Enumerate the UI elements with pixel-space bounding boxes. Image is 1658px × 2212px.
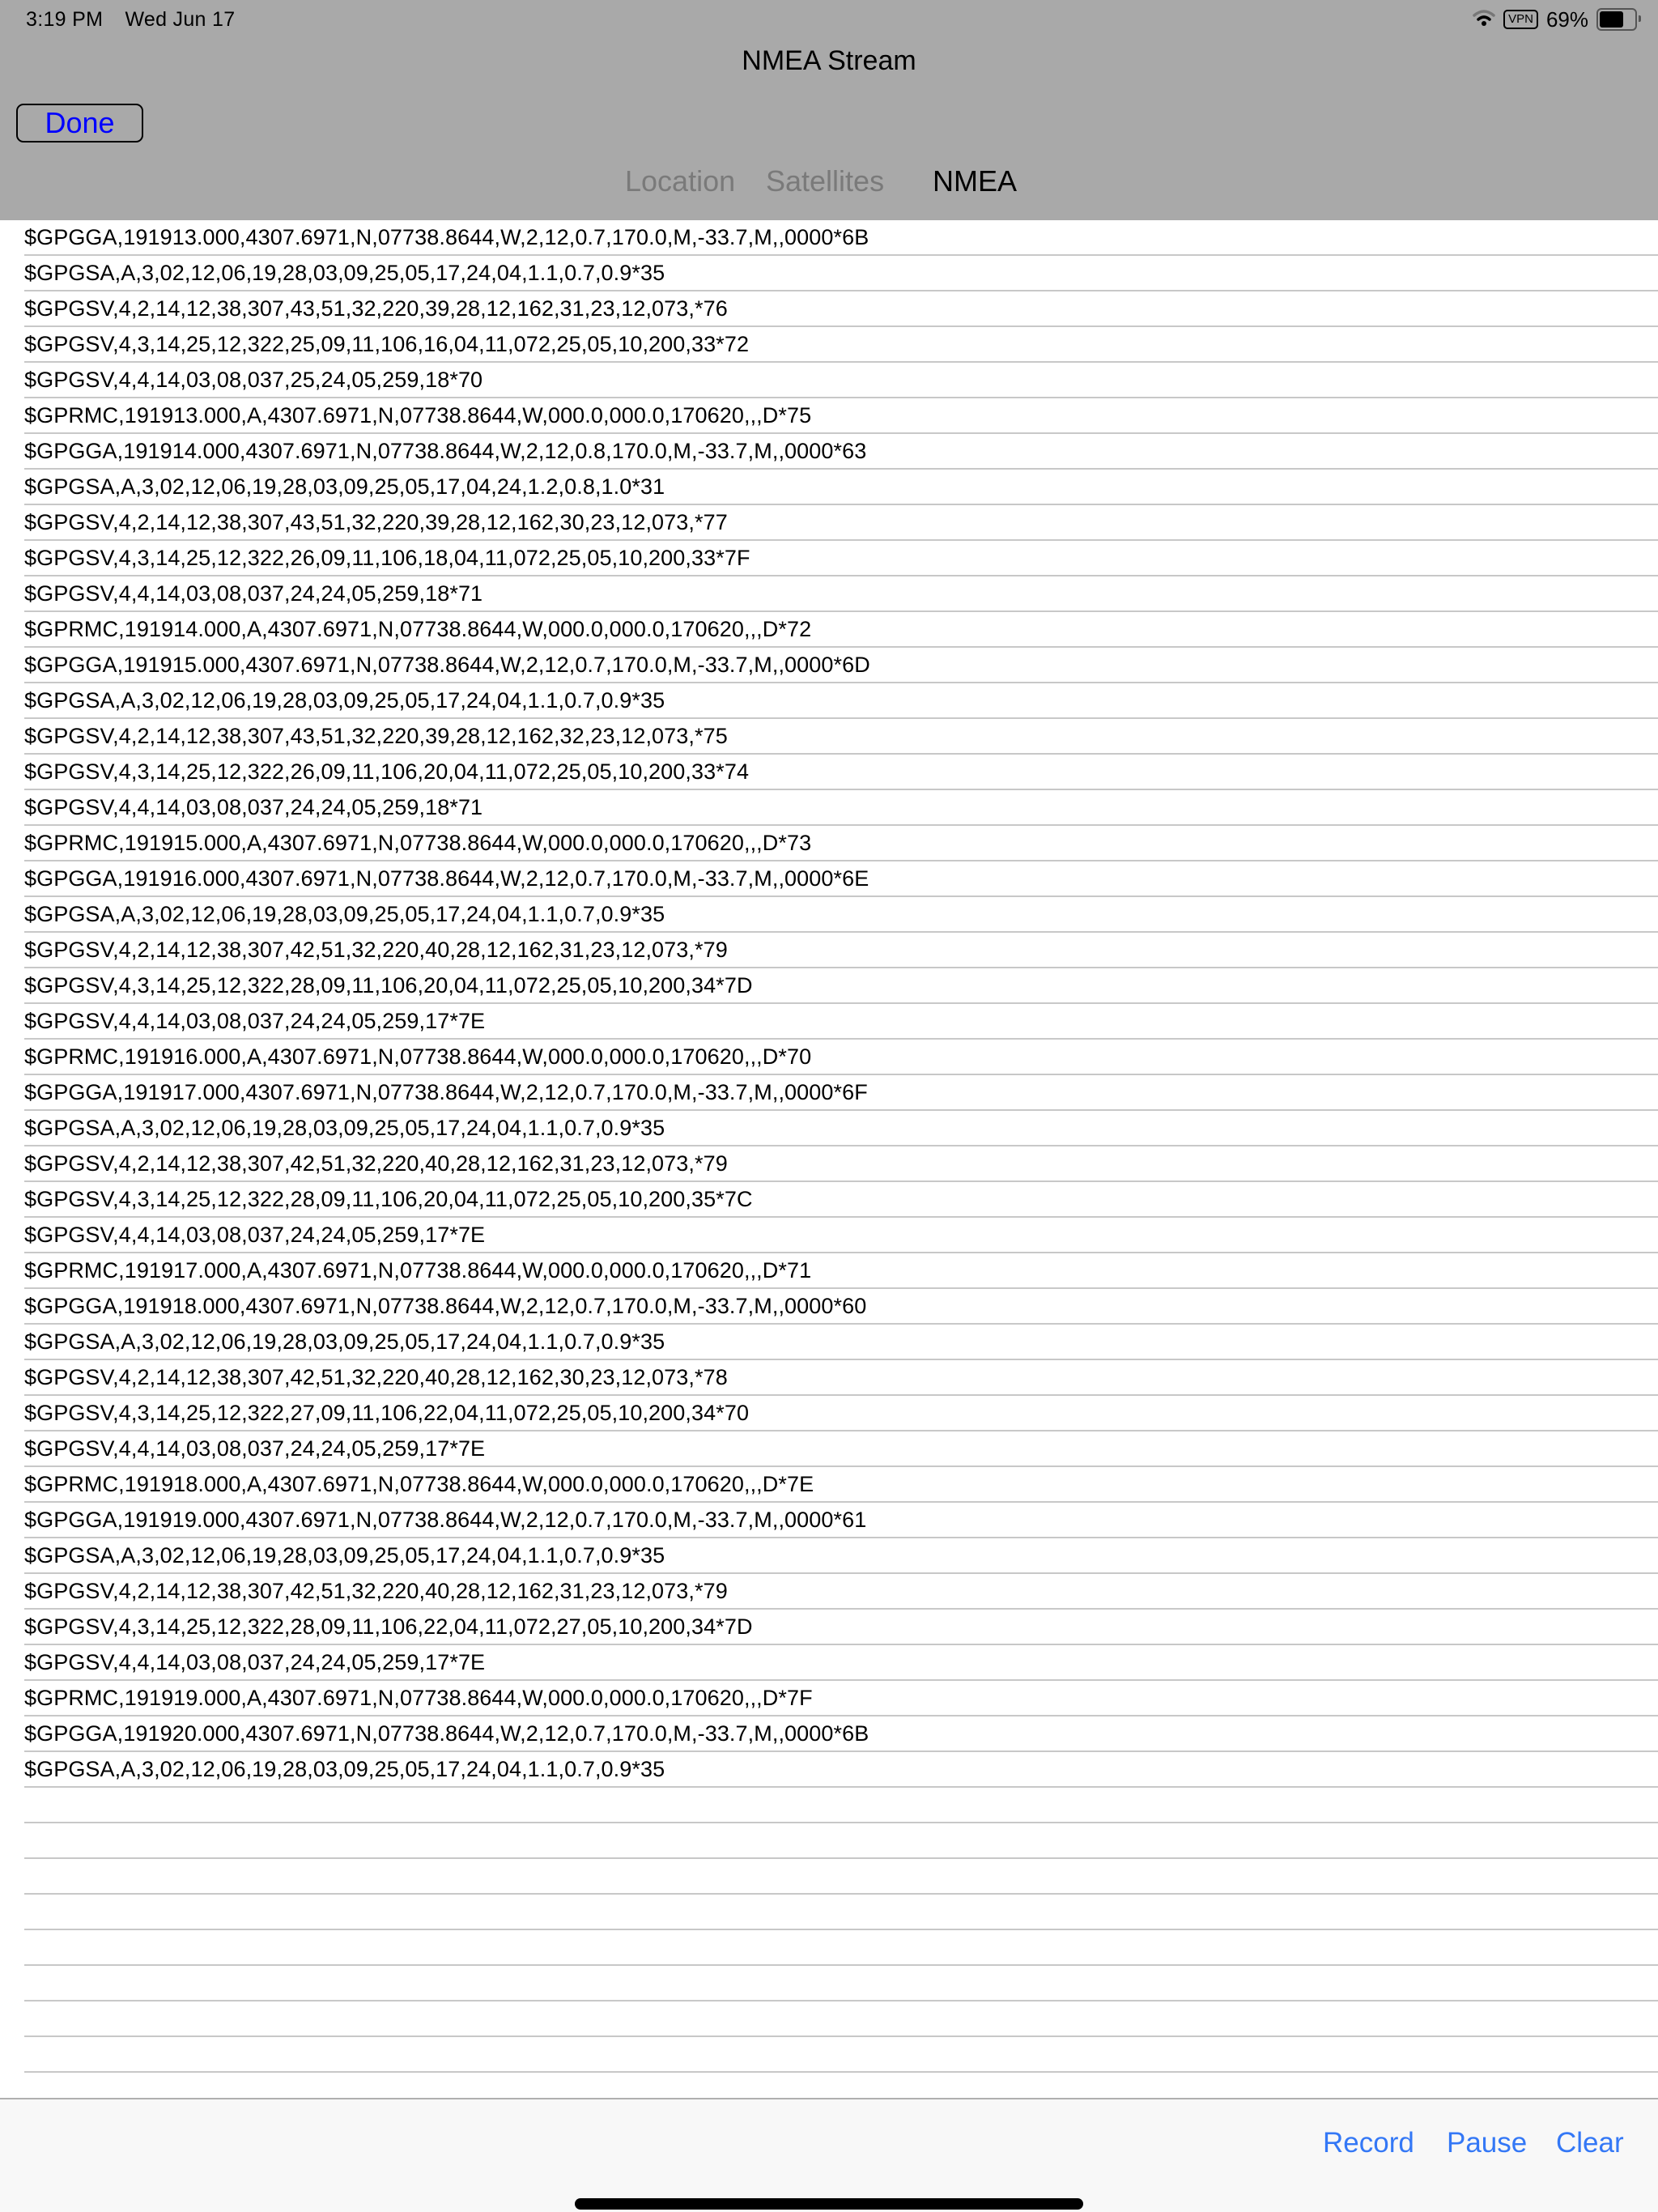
nmea-sentence: $GPGGA,191916.000,4307.6971,N,07738.8644,W,2,12,0.7,170.0,M,-33.7,M,,0000*6E [24,866,869,891]
list-item[interactable] [24,327,1658,363]
nmea-sentence: $GPRMC,191914.000,A,4307.6971,N,07738.8644,W,000.0,000.0,170620,,,D*72 [24,617,812,641]
nmea-sentence: $GPGSA,A,3,02,12,06,19,28,03,09,25,05,17,24,04,1.1,0.7,0.9*35 [24,1757,665,1781]
tab-satellites[interactable]: Satellites [766,164,885,198]
nmea-sentence: $GPGGA,191919.000,4307.6971,N,07738.8644,W,2,12,0.7,170.0,M,-33.7,M,,0000*61 [24,1508,867,1532]
nmea-sentence: $GPGSV,4,4,14,03,08,037,25,24,05,259,18*70 [24,368,483,392]
list-item[interactable] [24,1645,1658,1681]
list-item[interactable] [24,1253,1658,1289]
list-item[interactable] [24,220,1658,256]
nmea-sentence: $GPGSA,A,3,02,12,06,19,28,03,09,25,05,17,04,24,1.2,0.8,1.0*31 [24,474,665,499]
nmea-sentence: $GPGGA,191917.000,4307.6971,N,07738.8644,W,2,12,0.7,170.0,M,-33.7,M,,0000*6F [24,1080,868,1104]
nmea-sentence: $GPGSA,A,3,02,12,06,19,28,03,09,25,05,17,24,04,1.1,0.7,0.9*35 [24,261,665,285]
nmea-sentence: $GPGSA,A,3,02,12,06,19,28,03,09,25,05,17,24,04,1.1,0.7,0.9*35 [24,1116,665,1140]
empty-list-row [24,1966,1658,2001]
list-item[interactable] [24,1574,1658,1610]
nmea-sentence: $GPGSA,A,3,02,12,06,19,28,03,09,25,05,17,24,04,1.1,0.7,0.9*35 [24,688,665,713]
wifi-icon [1473,7,1495,32]
nmea-stream-list[interactable] [0,220,1658,2098]
done-button[interactable]: Done [16,104,143,143]
list-item[interactable] [24,1146,1658,1182]
list-item[interactable] [24,1289,1658,1325]
clear-button[interactable]: Clear [1556,2127,1624,2159]
navigation-header [0,0,1658,220]
list-item[interactable] [24,790,1658,826]
tab-nmea[interactable]: NMEA [933,164,1018,198]
list-item[interactable] [24,755,1658,790]
nmea-sentence: $GPGGA,191920.000,4307.6971,N,07738.8644,W,2,12,0.7,170.0,M,-33.7,M,,0000*6B [24,1721,869,1746]
nmea-sentence: $GPGSA,A,3,02,12,06,19,28,03,09,25,05,17,24,04,1.1,0.7,0.9*35 [24,1543,665,1568]
list-item[interactable] [24,861,1658,897]
list-item[interactable] [24,897,1658,933]
nmea-sentence: $GPGSV,4,3,14,25,12,322,26,09,11,106,20,04,11,072,25,05,10,200,33*74 [24,759,750,784]
nmea-sentence: $GPGSV,4,4,14,03,08,037,24,24,05,259,18*71 [24,581,483,606]
list-item[interactable] [24,1111,1658,1146]
list-item[interactable] [24,1182,1658,1218]
pause-button[interactable]: Pause [1447,2127,1528,2159]
empty-list-row [24,1788,1658,1823]
list-item[interactable] [24,933,1658,968]
page-title: NMEA Stream [742,45,916,76]
nmea-sentence: $GPGSA,A,3,02,12,06,19,28,03,09,25,05,17,24,04,1.1,0.7,0.9*35 [24,1329,665,1354]
list-item[interactable] [24,1752,1658,1788]
empty-list-row [24,1823,1658,1859]
nmea-sentence: $GPRMC,191917.000,A,4307.6971,N,07738.8644,W,000.0,000.0,170620,,,D*71 [24,1258,812,1283]
status-date: Wed Jun 17 [125,8,236,31]
list-item[interactable] [24,363,1658,398]
list-item[interactable] [24,826,1658,861]
nmea-sentence: $GPGSV,4,3,14,25,12,322,25,09,11,106,16,04,11,072,25,05,10,200,33*72 [24,332,750,356]
empty-list-row [24,2037,1658,2073]
nmea-sentence: $GPGGA,191915.000,4307.6971,N,07738.8644,W,2,12,0.7,170.0,M,-33.7,M,,0000*6D [24,653,870,677]
list-item[interactable] [24,1503,1658,1538]
list-item[interactable] [24,1218,1658,1253]
empty-list-row [24,2001,1658,2037]
list-item[interactable] [24,398,1658,434]
nmea-sentence: $GPGGA,191914.000,4307.6971,N,07738.8644,W,2,12,0.8,170.0,M,-33.7,M,,0000*63 [24,439,867,463]
nmea-sentence: $GPGSV,4,2,14,12,38,307,43,51,32,220,39,28,12,162,30,23,12,073,*77 [24,510,728,534]
nmea-sentence: $GPGSA,A,3,02,12,06,19,28,03,09,25,05,17,24,04,1.1,0.7,0.9*35 [24,902,665,926]
vpn-badge: VPN [1503,10,1538,29]
nmea-sentence: $GPGGA,191913.000,4307.6971,N,07738.8644,W,2,12,0.7,170.0,M,-33.7,M,,0000*6B [24,225,869,249]
list-item[interactable] [24,1610,1658,1645]
nmea-sentence: $GPRMC,191916.000,A,4307.6971,N,07738.8644,W,000.0,000.0,170620,,,D*70 [24,1044,812,1069]
battery-percent: 69% [1545,6,1588,32]
list-item[interactable] [24,1325,1658,1360]
nmea-sentence: $GPRMC,191913.000,A,4307.6971,N,07738.8644,W,000.0,000.0,170620,,,D*75 [24,403,812,428]
list-item[interactable] [24,968,1658,1004]
nmea-sentence: $GPGSV,4,2,14,12,38,307,42,51,32,220,40,28,12,162,30,23,12,073,*78 [24,1365,728,1389]
nmea-sentence: $GPGSV,4,2,14,12,38,307,42,51,32,220,40,28,12,162,31,23,12,073,*79 [24,1579,728,1603]
list-item[interactable] [24,719,1658,755]
list-item[interactable] [24,1396,1658,1431]
list-item[interactable] [24,1716,1658,1752]
list-item[interactable] [24,1431,1658,1467]
nmea-sentence: $GPRMC,191919.000,A,4307.6971,N,07738.8644,W,000.0,000.0,170620,,,D*7F [24,1686,813,1710]
list-item[interactable] [24,576,1658,612]
list-item[interactable] [24,541,1658,576]
tab-location[interactable]: Location [625,164,736,198]
list-item[interactable] [24,1467,1658,1503]
bottom-toolbar [0,2098,1658,2212]
nmea-sentence: $GPGSV,4,4,14,03,08,037,24,24,05,259,17*7E [24,1009,486,1033]
status-bar-left [26,8,235,32]
list-item[interactable] [24,612,1658,648]
nmea-sentence: $GPGSV,4,4,14,03,08,037,24,24,05,259,17*7E [24,1223,486,1247]
empty-list-row [24,1930,1658,1966]
nmea-sentence: $GPGSV,4,3,14,25,12,322,28,09,11,106,20,04,11,072,25,05,10,200,35*7C [24,1187,753,1211]
nmea-sentence: $GPGSV,4,3,14,25,12,322,28,09,11,106,22,04,11,072,27,05,10,200,34*7D [24,1614,753,1639]
nmea-sentence: $GPGSV,4,2,14,12,38,307,42,51,32,220,40,28,12,162,31,23,12,073,*79 [24,1151,728,1176]
list-item[interactable] [24,434,1658,470]
empty-list-row [24,1859,1658,1895]
status-time: 3:19 PM [26,8,104,31]
nmea-sentence: $GPGSV,4,3,14,25,12,322,27,09,11,106,22,04,11,072,25,05,10,200,34*70 [24,1401,750,1425]
nmea-sentence: $GPGSV,4,2,14,12,38,307,43,51,32,220,39,28,12,162,31,23,12,073,*76 [24,296,728,321]
nmea-sentence: $GPGSV,4,2,14,12,38,307,42,51,32,220,40,28,12,162,31,23,12,073,*79 [24,938,728,962]
home-indicator[interactable] [575,2198,1083,2210]
nmea-sentence: $GPGSV,4,4,14,03,08,037,24,24,05,259,17*7E [24,1436,486,1461]
list-item[interactable] [24,1681,1658,1716]
list-item[interactable] [24,1004,1658,1040]
list-item[interactable] [24,648,1658,683]
list-item[interactable] [24,1040,1658,1075]
nmea-sentence: $GPRMC,191918.000,A,4307.6971,N,07738.8644,W,000.0,000.0,170620,,,D*7E [24,1472,814,1496]
record-button[interactable]: Record [1323,2127,1414,2159]
nmea-sentence: $GPGSV,4,4,14,03,08,037,24,24,05,259,17*7E [24,1650,486,1674]
nmea-sentence: $GPRMC,191915.000,A,4307.6971,N,07738.8644,W,000.0,000.0,170620,,,D*73 [24,831,812,855]
segmented-tabs [0,164,1658,205]
battery-icon [1596,8,1637,31]
list-item[interactable] [24,1075,1658,1111]
nmea-sentence: $GPGSV,4,4,14,03,08,037,24,24,05,259,18*71 [24,795,483,819]
list-item[interactable] [24,470,1658,505]
status-bar-right [1473,6,1637,32]
list-item[interactable] [24,1360,1658,1396]
nmea-sentence: $GPGSV,4,2,14,12,38,307,43,51,32,220,39,28,12,162,32,23,12,073,*75 [24,724,728,748]
nmea-sentence: $GPGGA,191918.000,4307.6971,N,07738.8644,W,2,12,0.7,170.0,M,-33.7,M,,0000*60 [24,1294,867,1318]
list-item[interactable] [24,505,1658,541]
list-item[interactable] [24,1538,1658,1574]
nmea-sentence: $GPGSV,4,3,14,25,12,322,28,09,11,106,20,04,11,072,25,05,10,200,34*7D [24,973,753,998]
empty-list-row [24,1895,1658,1930]
list-item[interactable] [24,291,1658,327]
nmea-sentence: $GPGSV,4,3,14,25,12,322,26,09,11,106,18,04,11,072,25,05,10,200,33*7F [24,546,750,570]
list-item[interactable] [24,683,1658,719]
list-item[interactable] [24,256,1658,291]
